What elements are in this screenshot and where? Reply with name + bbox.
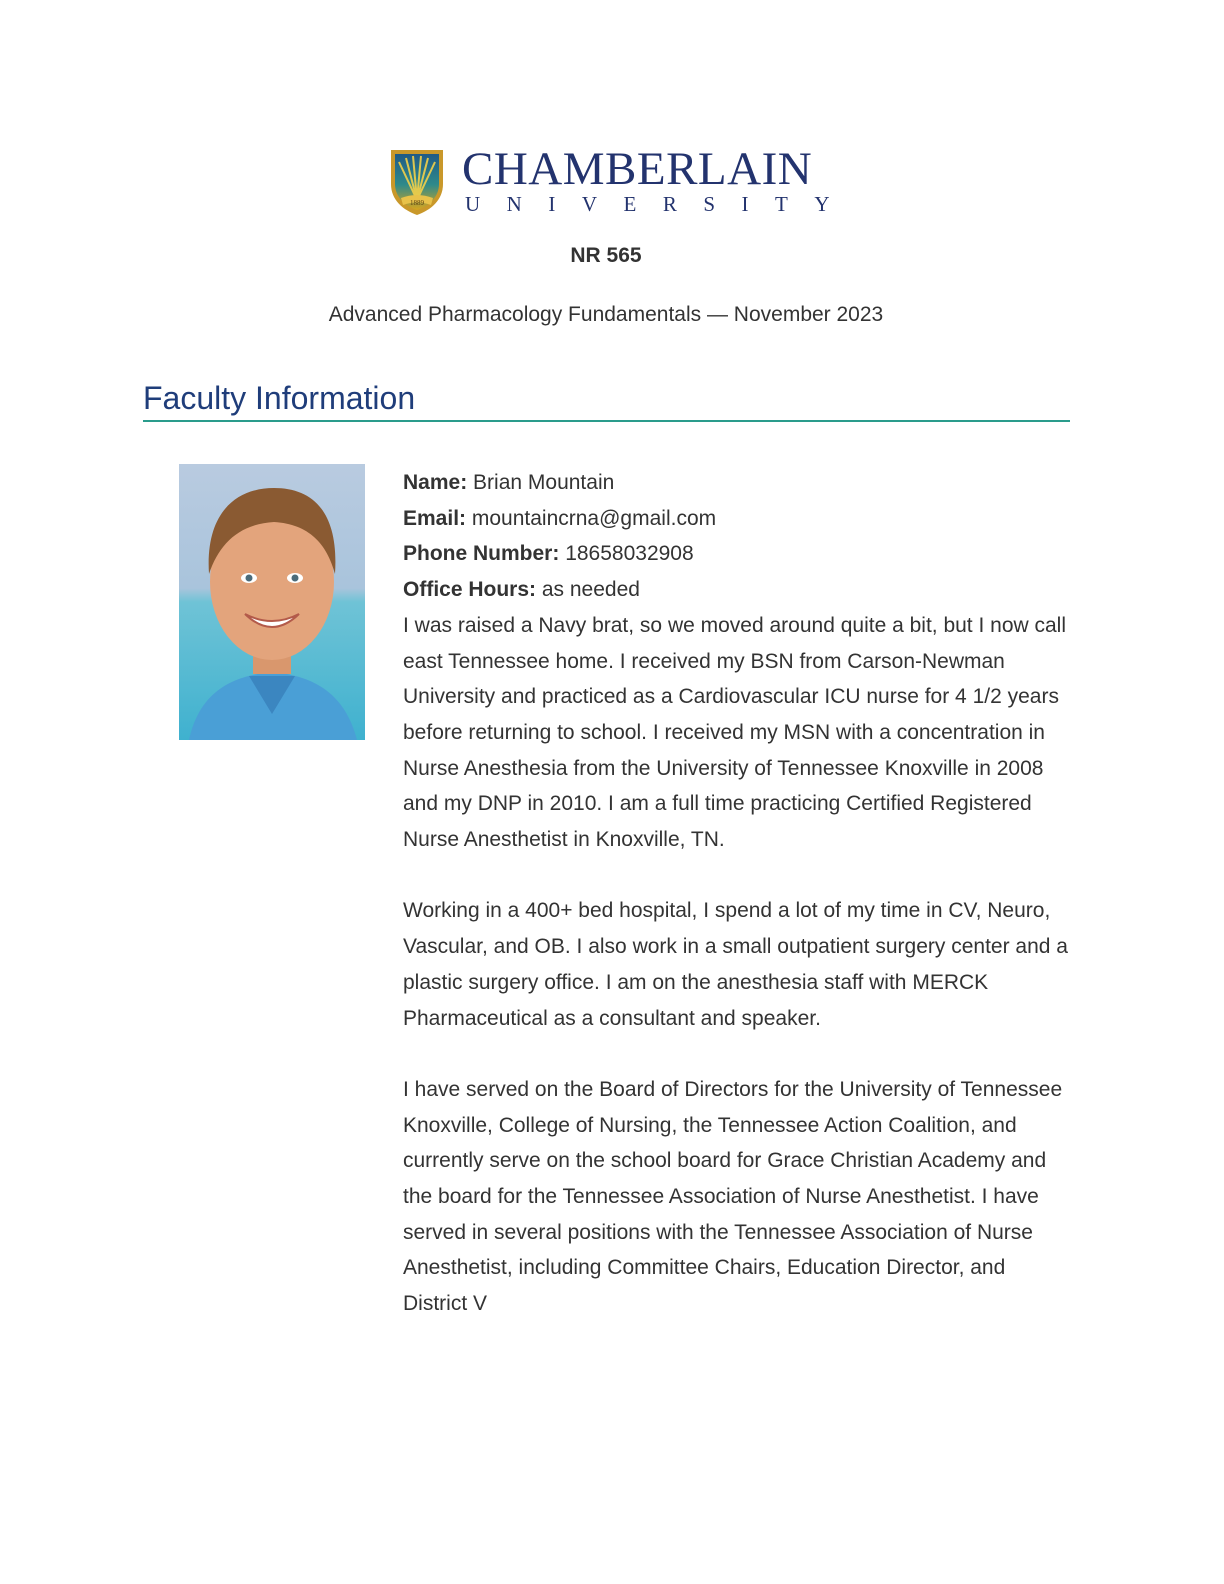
faculty-email: mountaincrna@gmail.com bbox=[471, 506, 717, 530]
email-label: Email: bbox=[403, 506, 467, 530]
chamberlain-logo bbox=[389, 143, 856, 220]
faculty-phone: 18658032908 bbox=[565, 542, 694, 566]
faculty-email-line bbox=[403, 501, 1075, 537]
faculty-phone-line bbox=[403, 536, 1075, 572]
section-title: Faculty Information bbox=[143, 380, 416, 416]
faculty-hours: as needed bbox=[541, 578, 640, 602]
faculty-info bbox=[403, 465, 1075, 1322]
section-divider bbox=[143, 420, 1070, 422]
course-title: Advanced Pharmacology Fundamentals — November 2023 bbox=[328, 303, 884, 326]
faculty-name-line bbox=[403, 465, 1075, 501]
faculty-photo bbox=[179, 464, 365, 740]
faculty-name: Brian Mountain bbox=[473, 471, 615, 494]
name-label: Name: bbox=[403, 471, 468, 494]
logo-wordmark: CHAMBERLAIN bbox=[462, 143, 813, 195]
svg-text:1889: 1889 bbox=[410, 199, 424, 207]
bio-paragraph: I was raised a Navy brat, so we moved around quite a bit, but I now call east Tennessee home. I received my BSN from Carson-Newman University and practiced as a Cardiovascular ICU nurse for 4 1/2 years before returning to school. I received my MSN with a concentration in Nurse Anesthesia from the University of Tennessee Knoxville in 2008 and my DNP in 2010. I am a full time practicing Certified Registered Nurse Anesthetist in Knoxville, TN. bbox=[403, 613, 1067, 852]
logo-subtitle: UNIVERSITY bbox=[465, 192, 856, 216]
phone-label: Phone Number: bbox=[403, 542, 560, 566]
hours-label: Office Hours: bbox=[403, 578, 537, 602]
bio-paragraph: Working in a 400+ bed hospital, I spend a lot of my time in CV, Neuro, Vascular, and OB. I also work in a small outpatient surgery center and a plastic surgery office. I am on the anesthesia staff with MERCK Pharmaceutical as a consultant and speaker. bbox=[403, 899, 1068, 1030]
shield-icon bbox=[389, 148, 445, 216]
bio-paragraph: I have served on the Board of Directors for the University of Tennessee Knoxville, College of Nursing, the Tennessee Action Coalition, and currently serve on the school board for Grace Christian Academy and the board for the Tennessee Association of Nurse Anesthetist. I have served in several positions with the Tennessee Association of Nurse Anesthetist, including Committee Chairs, Education Director, and District V bbox=[403, 1077, 1063, 1316]
course-code: NR 565 bbox=[570, 244, 642, 267]
faculty-hours-line bbox=[403, 572, 1075, 608]
